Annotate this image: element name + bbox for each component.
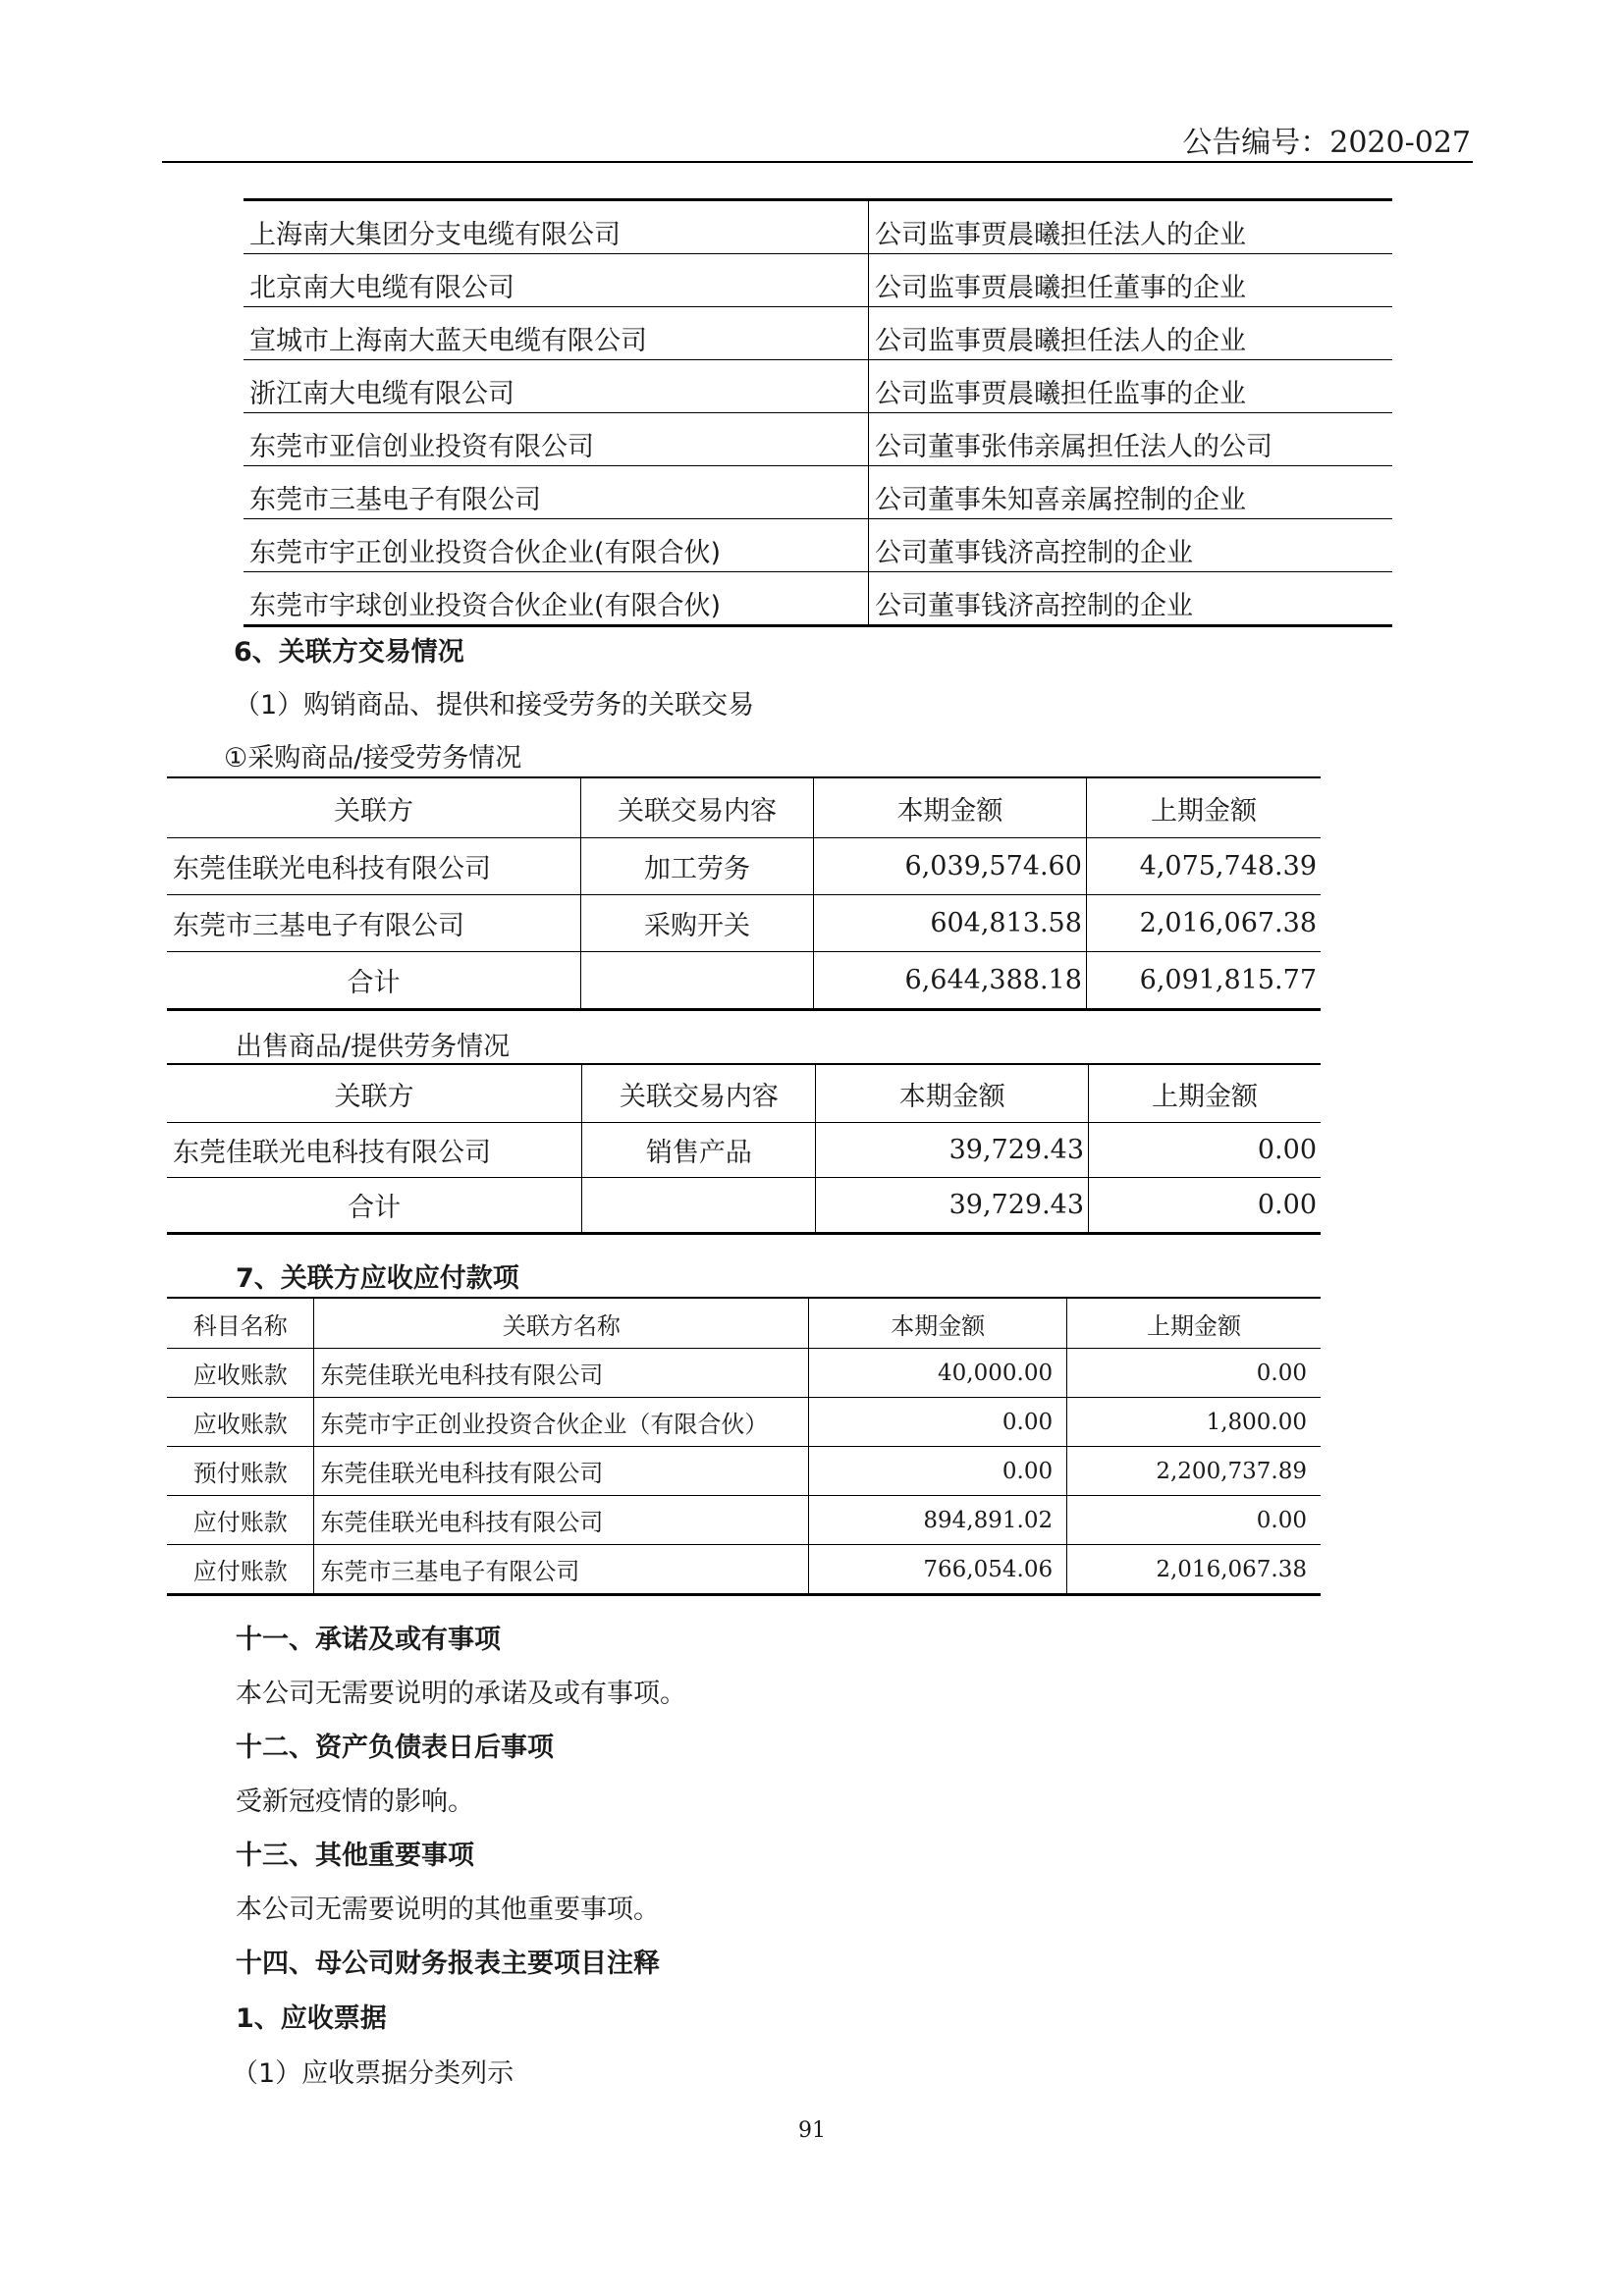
section-12-text: 受新冠疫情的影响。: [236, 1787, 474, 1817]
current-amount-cell: 6,039,574.60: [813, 838, 1086, 895]
party-name: 东莞市亚信创业投资有限公司: [244, 413, 869, 466]
table-row: [244, 307, 1392, 360]
current-amount-cell: 0.00: [809, 1398, 1067, 1447]
prior-amount-cell: 6,091,815.77: [1139, 965, 1317, 995]
party-name: 浙江南大电缆有限公司: [244, 360, 869, 413]
party-name: 东莞市宇球创业投资合伙企业(有限合伙): [244, 572, 869, 626]
table-row: [167, 1398, 1321, 1447]
account-cell: 应收账款: [167, 1398, 314, 1447]
table-row: [167, 952, 1321, 1010]
section-13-text: 本公司无需要说明的其他重要事项。: [236, 1895, 660, 1925]
party-cell: 东莞佳联光电科技有限公司: [314, 1349, 809, 1398]
announcement-code: 公告编号：2020-027: [1182, 126, 1471, 160]
sales-table-title: 出售商品/提供劳务情况: [236, 1032, 511, 1062]
section-14-1-title: 1、应收票据: [236, 2003, 387, 2034]
section-12-title: 十二、资产负债表日后事项: [236, 1733, 554, 1763]
content-cell: [581, 952, 814, 1010]
table-header-row: [167, 1298, 1321, 1349]
content-cell: 销售产品: [582, 1123, 816, 1178]
table-header-row: [167, 1064, 1321, 1123]
party-name: 宣城市上海南大蓝天电缆有限公司: [244, 307, 869, 360]
party-cell: 东莞佳联光电科技有限公司: [167, 1123, 582, 1178]
column-header: 关联交易内容: [582, 1064, 816, 1123]
table-row: [244, 466, 1392, 519]
party-relation: 公司董事钱济高控制的企业: [875, 591, 1193, 621]
current-amount-cell: 0.00: [809, 1447, 1067, 1496]
account-cell: 应付账款: [167, 1496, 314, 1545]
prior-amount-cell: 0.00: [1089, 1123, 1321, 1178]
prior-amount-cell: 2,200,737.89: [1067, 1447, 1321, 1496]
column-header: 科目名称: [167, 1298, 314, 1349]
column-header: 关联方: [167, 1064, 582, 1123]
party-cell: 东莞市宇正创业投资合伙企业（有限合伙）: [314, 1398, 809, 1447]
content-cell: 加工劳务: [581, 838, 814, 895]
section-11-title: 十一、承诺及或有事项: [236, 1625, 501, 1655]
table-row: [244, 254, 1392, 307]
table-row: [167, 1447, 1321, 1496]
party-cell: 东莞佳联光电科技有限公司: [167, 838, 581, 895]
table-row: [167, 1178, 1321, 1234]
column-header: 本期金额: [809, 1298, 1067, 1349]
party-cell: 东莞佳联光电科技有限公司: [314, 1447, 809, 1496]
current-amount-cell: 6,644,388.18: [813, 952, 1086, 1010]
section-6-title: 6、关联方交易情况: [234, 637, 464, 667]
party-relation: 公司董事朱知喜亲属控制的企业: [869, 466, 1393, 519]
section-13-title: 十三、其他重要事项: [236, 1841, 474, 1871]
section-7-title: 7、关联方应收应付款项: [236, 1263, 519, 1294]
header-rule: [162, 161, 1473, 163]
party-cell: 合计: [167, 1178, 582, 1234]
column-header: 上期金额: [1067, 1298, 1321, 1349]
party-name: 东莞市宇正创业投资合伙企业(有限合伙): [244, 519, 869, 572]
related-party-table: [244, 198, 1392, 627]
prior-amount-cell: 2,016,067.38: [1156, 1556, 1307, 1582]
account-cell: 应收账款: [167, 1349, 314, 1398]
purchase-table: [167, 776, 1321, 1011]
table-row: [244, 200, 1392, 254]
column-header: 本期金额: [816, 1064, 1089, 1123]
party-relation: 公司监事贾晨曦担任法人的企业: [869, 200, 1393, 254]
section-14-title: 十四、母公司财务报表主要项目注释: [236, 1949, 660, 1979]
section-6-subtitle: （1）购销商品、提供和接受劳务的关联交易: [234, 690, 755, 721]
table-row: [167, 1123, 1321, 1178]
party-relation: 公司董事钱济高控制的企业: [869, 519, 1393, 572]
current-amount-cell: 604,813.58: [813, 895, 1086, 952]
table-row: [244, 360, 1392, 413]
table-row: [167, 895, 1321, 952]
party-relation: 公司董事张伟亲属担任法人的公司: [869, 413, 1393, 466]
prior-amount-cell: 0.00: [1067, 1349, 1321, 1398]
table-row: [167, 1349, 1321, 1398]
current-amount-cell: 766,054.06: [809, 1545, 1067, 1595]
table-row: [167, 1545, 1321, 1595]
party-relation: 公司监事贾晨曦担任董事的企业: [869, 254, 1393, 307]
column-header: 本期金额: [813, 777, 1086, 838]
section-14-1-text: （1）应收票据分类列示: [232, 2058, 514, 2089]
table-row: [244, 519, 1392, 572]
page-number: 91: [798, 2118, 826, 2143]
column-header: 关联交易内容: [581, 777, 814, 838]
content-cell: 采购开关: [581, 895, 814, 952]
party-cell: 东莞佳联光电科技有限公司: [314, 1496, 809, 1545]
account-cell: 预付账款: [167, 1447, 314, 1496]
party-name: 上海南大集团分支电缆有限公司: [244, 200, 869, 254]
current-amount-cell: 894,891.02: [809, 1496, 1067, 1545]
purchase-table-title: ①采购商品/接受劳务情况: [224, 743, 522, 774]
prior-amount-cell: 0.00: [1257, 1190, 1317, 1220]
table-header-row: [167, 777, 1321, 838]
party-relation: 公司监事贾晨曦担任监事的企业: [869, 360, 1393, 413]
prior-amount-cell: 2,016,067.38: [1086, 895, 1321, 952]
current-amount-cell: 39,729.43: [816, 1123, 1089, 1178]
table-row: [167, 1496, 1321, 1545]
party-cell: 东莞市三基电子有限公司: [314, 1545, 809, 1595]
table-row: [244, 413, 1392, 466]
content-cell: [582, 1178, 816, 1234]
account-cell: 应付账款: [167, 1545, 314, 1595]
party-name: 北京南大电缆有限公司: [244, 254, 869, 307]
party-cell: 合计: [167, 952, 581, 1010]
column-header: 上期金额: [1086, 777, 1321, 838]
table-row: [167, 838, 1321, 895]
column-header: 关联方名称: [314, 1298, 809, 1349]
column-header: 关联方: [167, 777, 581, 838]
prior-amount-cell: 1,800.00: [1067, 1398, 1321, 1447]
party-name: 东莞市三基电子有限公司: [244, 466, 869, 519]
current-amount-cell: 40,000.00: [809, 1349, 1067, 1398]
party-relation: 公司监事贾晨曦担任法人的企业: [869, 307, 1393, 360]
prior-amount-cell: 4,075,748.39: [1086, 838, 1321, 895]
current-amount-cell: 39,729.43: [816, 1178, 1089, 1234]
section-11-text: 本公司无需要说明的承诺及或有事项。: [236, 1679, 686, 1709]
prior-amount-cell: 0.00: [1067, 1496, 1321, 1545]
party-cell: 东莞市三基电子有限公司: [167, 895, 581, 952]
sales-table: [167, 1063, 1321, 1235]
receivables-table: [167, 1297, 1321, 1596]
table-row: [244, 572, 1392, 626]
column-header: 上期金额: [1089, 1064, 1321, 1123]
